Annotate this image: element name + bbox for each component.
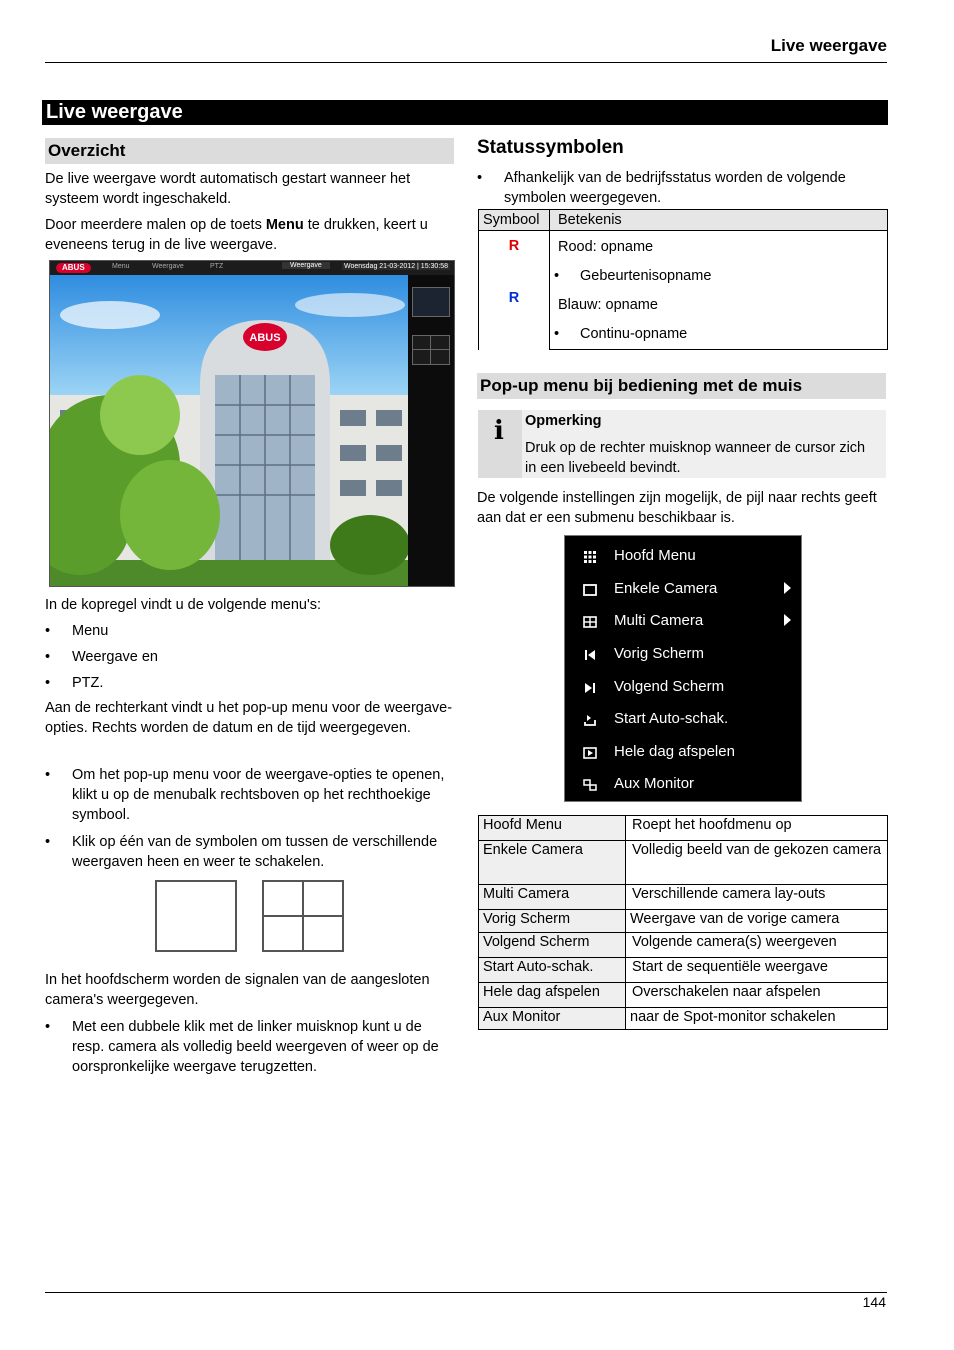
paragraph-main-screen: In het hoofdscherm worden de signalen van de aangesloten camera's weergegeven. — [45, 972, 430, 1008]
live-view-screenshot — [49, 260, 455, 587]
popup-menu-label: Hele dag afspelen — [614, 743, 735, 760]
popup-menu-label: Volgend Scherm — [614, 678, 725, 695]
popup-menu-label: Aux Monitor — [614, 775, 695, 792]
camera-image — [50, 275, 408, 587]
popup-menu-screenshot — [564, 535, 802, 802]
status-symbol-blue: R — [508, 290, 520, 306]
info-icon: i — [494, 416, 504, 446]
list-item: • Weergave en — [45, 647, 455, 667]
note-icon-cell — [478, 410, 522, 478]
screenshot-ptz: PTZ — [210, 263, 224, 270]
status-meaning: Rood: opname — [558, 239, 654, 255]
submenu-arrow-icon — [784, 582, 791, 594]
submenu-arrow-icon — [784, 614, 791, 626]
footer-rule — [45, 1292, 887, 1293]
paragraph-right-side: Aan de rechterkant vindt u het pop-up menu voor de weergave-opties. Rechts worden de datum en de tijd weergegeven. — [45, 700, 453, 736]
popup-menu-label: Enkele Camera — [614, 580, 718, 597]
doubleclick-list — [45, 1017, 455, 1077]
table-row: Hoofd Menu Roept het hoofdmenu op — [479, 816, 888, 841]
status-intro — [477, 168, 887, 208]
table-row — [479, 231, 888, 350]
paragraph-intro: De live weergave wordt automatisch gestart wanneer het systeem wordt ingeschakeld. — [45, 171, 411, 207]
popup-menu-item[interactable] — [565, 672, 801, 704]
screenshot-weergave-button: Weergave — [282, 262, 330, 269]
table-header-row — [479, 210, 888, 231]
note-text: Druk op de rechter muisknop wanneer de cursor zich in een livebeeld bevindt. — [525, 440, 866, 476]
section-title: Pop-up menu bij bediening met de muis — [480, 376, 803, 395]
section-popup — [477, 373, 886, 399]
playback-icon — [583, 746, 597, 760]
page-number: 144 — [862, 1294, 886, 1310]
table-header: Symbool — [479, 210, 550, 231]
chapter-title: Live weergave — [46, 101, 183, 123]
menu-key-label: Menu — [265, 217, 304, 233]
aux-monitor-icon — [583, 778, 597, 792]
table-row: Volgend Scherm Volgende camera(s) weergeven — [479, 933, 888, 958]
list-item: • Afhankelijk van de bedrijfsstatus worden de volgende symbolen weergegeven. — [477, 168, 887, 208]
popup-menu-label: Vorig Scherm — [614, 645, 705, 662]
building-sign-text: ABUS — [249, 332, 281, 344]
table-header: Betekenis — [550, 210, 888, 231]
list-item: • PTZ. — [45, 673, 455, 693]
popup-menu-item[interactable] — [565, 606, 801, 638]
table-row: Multi Camera Verschillende camera lay-outs — [479, 885, 888, 910]
building-illustration — [50, 275, 408, 587]
table-row: Start Auto-schak. Start de sequentiële weergave — [479, 958, 888, 983]
popup-menu-label: Hoofd Menu — [614, 547, 696, 564]
screenshot-weergave: Weergave — [152, 263, 184, 270]
status-sub-item: • Continu-opname — [554, 326, 688, 342]
skip-previous-icon — [583, 648, 597, 662]
status-table — [478, 209, 888, 350]
paragraph-menu-key: Door meerdere malen op de toets Menu te drukken, keert u eveneens terug in de live weergave. — [45, 217, 428, 253]
list-item: • Met een dubbele klik met de linker muisknop kunt u de resp. camera als volledig beeld weergeven of weer op de oorspronkelijke weergave terugzetten. — [45, 1017, 455, 1077]
menu-table — [478, 815, 888, 1030]
status-symbol-red: R — [508, 238, 520, 254]
table-row: Enkele Camera Volledig beeld van de gekozen camera — [479, 841, 888, 885]
screenshot-datetime: Woensdag 21-03-2012 | 15:30:58 — [344, 263, 449, 270]
list-item: • Menu — [45, 621, 455, 641]
header-rule — [45, 62, 887, 63]
section-title: Overzicht — [48, 141, 126, 160]
table-row: Vorig Scherm Weergave van de vorige camera — [479, 910, 888, 933]
menu-list — [45, 621, 455, 693]
skip-next-icon — [583, 681, 597, 695]
auto-switch-icon — [583, 713, 597, 727]
popup-menu-item[interactable] — [565, 541, 801, 573]
popup-menu-item[interactable] — [565, 737, 801, 769]
list-item: • Om het pop-up menu voor de weergave-opties te openen, klikt u op de menubalk rechtsboven op het rechthoekige symbool. — [45, 765, 455, 825]
popup-menu-label: Start Auto-schak. — [614, 710, 729, 727]
table-row: Hele dag afspelen Overschakelen naar afspelen — [479, 983, 888, 1008]
popup-menu-item[interactable] — [565, 769, 801, 801]
list-item: • Klik op één van de symbolen om tussen de verschillende weergaven heen en weer te schakelen. — [45, 832, 455, 872]
layout-quad-thumb — [412, 335, 450, 365]
status-title: Statussymbolen — [477, 137, 624, 158]
popup-menu-item[interactable] — [565, 704, 801, 736]
instruction-list — [45, 765, 455, 872]
screenshot-menubar — [50, 261, 454, 276]
popup-menu-item[interactable] — [565, 639, 801, 671]
abus-logo: ABUS — [56, 263, 91, 273]
grid-dots-icon — [583, 550, 597, 564]
note-title: Opmerking — [525, 413, 602, 429]
quad-square-icon — [583, 615, 597, 629]
layout-single-thumb — [412, 287, 450, 317]
paragraph-settings: De volgende instellingen zijn mogelijk, de pijl naar rechts geeft aan dat er een submenu beschikbaar is. — [477, 490, 877, 526]
single-layout-icon — [155, 880, 237, 952]
screenshot-menu: Menu — [112, 263, 130, 270]
running-header: Live weergave — [770, 36, 887, 55]
status-sub-item: • Gebeurtenisopname — [554, 268, 712, 284]
popup-menu-item[interactable] — [565, 574, 801, 606]
paragraph-menus: In de kopregel vindt u de volgende menu's: — [45, 597, 322, 613]
screenshot-side-panel — [408, 275, 455, 587]
section-overzicht — [45, 138, 454, 164]
table-row: Aux Monitor naar de Spot-monitor schakelen — [479, 1008, 888, 1030]
status-meaning: Blauw: opname — [558, 297, 658, 313]
single-square-icon — [583, 583, 597, 597]
quad-layout-icon — [262, 880, 344, 952]
popup-menu-label: Multi Camera — [614, 612, 704, 629]
